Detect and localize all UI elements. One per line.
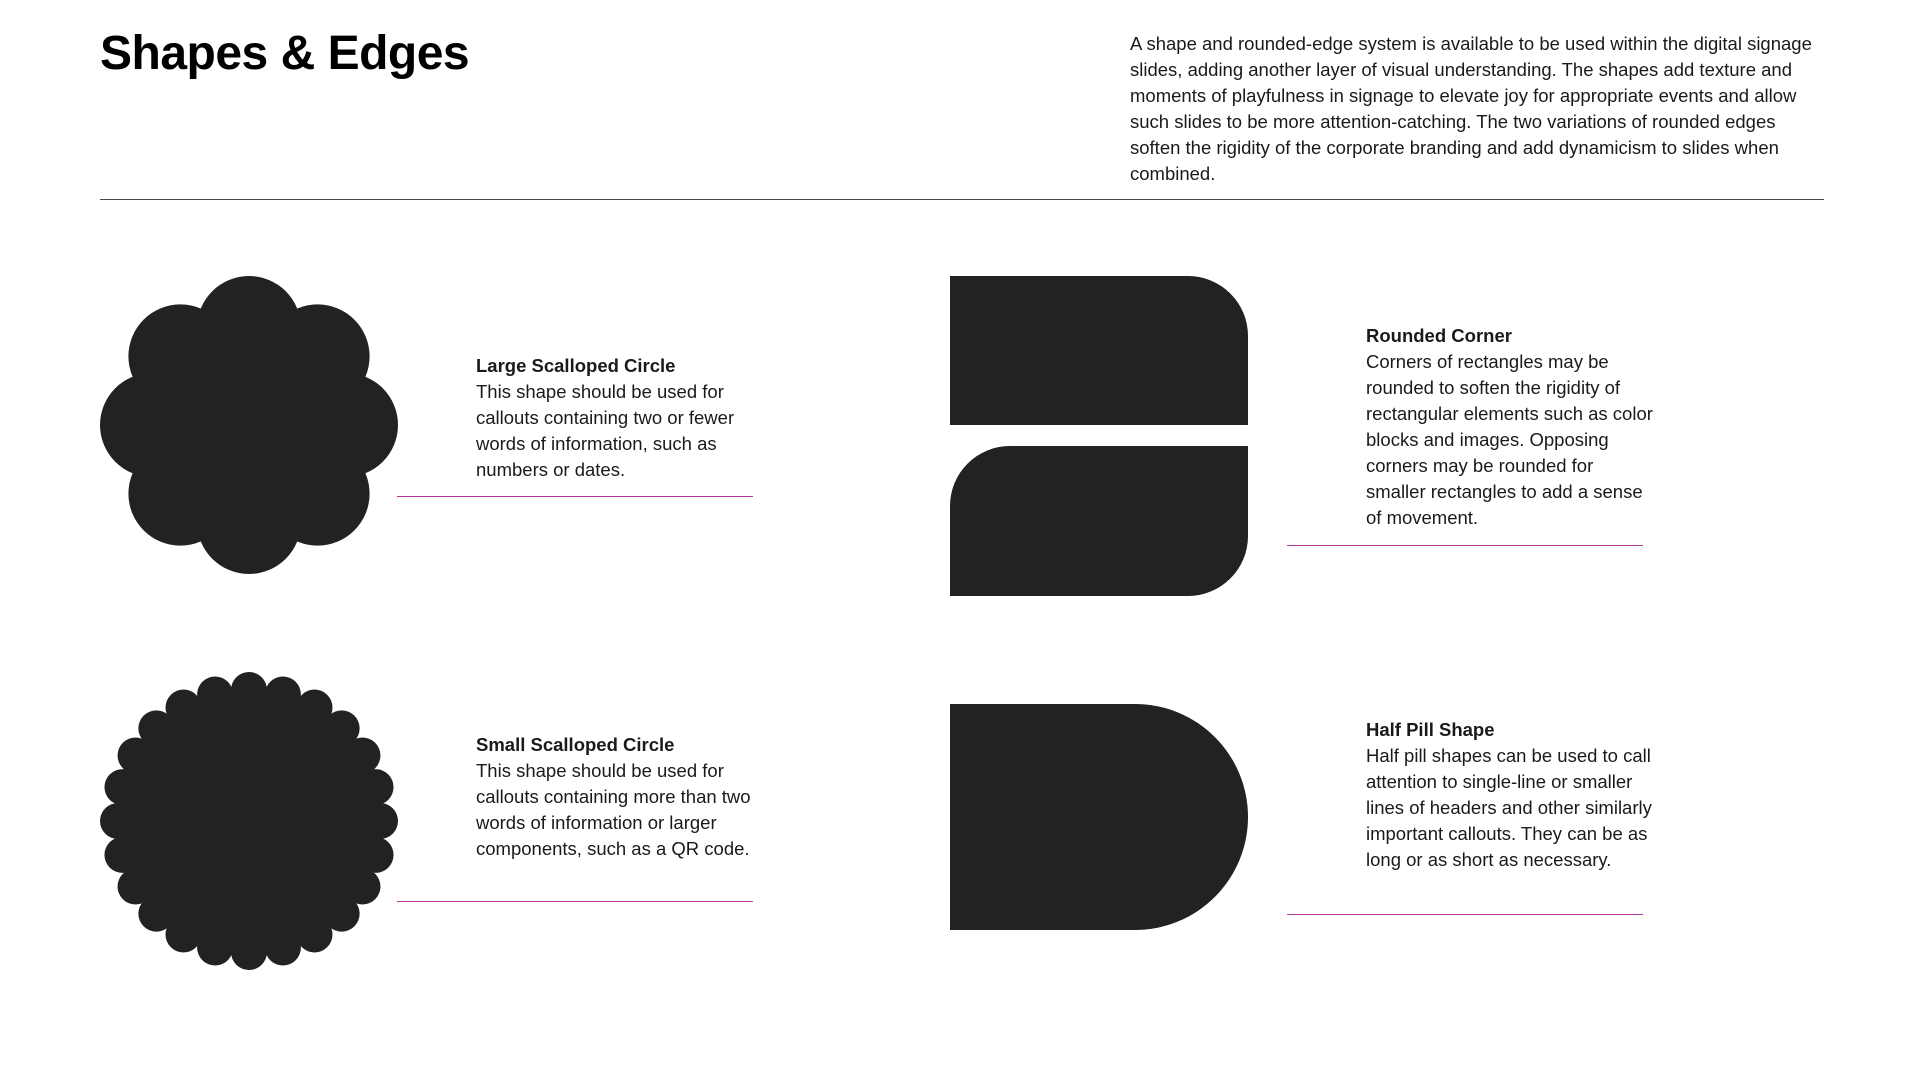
large-scallop-lobe xyxy=(128,304,232,408)
small-scallop-lobe xyxy=(362,803,398,839)
large-scalloped-circle-description: This shape should be used for callouts containing two or fewer words of information, such as numbers or dates. xyxy=(476,381,735,480)
rounded-corner-rule xyxy=(1287,545,1643,546)
small-scallop-lobe xyxy=(265,676,301,712)
top-right-rounded-rectangle xyxy=(950,276,1248,425)
header-divider xyxy=(100,199,1824,200)
small-scallop-lobe xyxy=(358,769,394,805)
small-scallop-lobe xyxy=(265,930,301,966)
small-scallop-lobe xyxy=(231,934,267,970)
half-pill-shape xyxy=(950,704,1248,930)
small-scallop-lobe xyxy=(297,916,333,952)
half-pill-title: Half Pill Shape xyxy=(1366,719,1495,740)
half-pill-info xyxy=(1366,717,1656,873)
small-scallop-lobe xyxy=(231,672,267,708)
small-scallop-lobe xyxy=(197,930,233,966)
large-scalloped-circle-info xyxy=(476,353,766,483)
small-scalloped-circle-title: Small Scalloped Circle xyxy=(476,734,675,755)
half-pill-shape-icon xyxy=(950,704,1248,930)
large-scalloped-circle-icon xyxy=(100,276,398,574)
small-scallop-lobe xyxy=(358,837,394,873)
small-scallop-lobe xyxy=(104,837,140,873)
small-scalloped-circle-info xyxy=(476,732,766,862)
half-pill-description: Half pill shapes can be used to call attention to single-line or smaller lines of headers and other similarly important callouts. They can be as long or as short as necessary. xyxy=(1366,745,1652,870)
small-scallop-lobe xyxy=(118,869,154,905)
small-scallop-lobe xyxy=(197,676,233,712)
small-scallop-lobe xyxy=(100,803,136,839)
opposing-corner-rounded-rectangle xyxy=(950,446,1248,596)
rounded-corner-description: Corners of rectangles may be rounded to soften the rigidity of rectangular elements such as color blocks and images. Opposing corners may be rounded for smaller rectangles to add a sense of movement. xyxy=(1366,351,1653,528)
intro-paragraph: A shape and rounded-edge system is available to be used within the digital signage slides, adding another layer of visual understanding. The shapes add texture and moments of playfulness in signage to elevate joy for appropriate events and allow such slides to be more attention-catching. The two variations of rounded edges soften the rigidity of the corporate branding and add dynamicism to slides when combined. xyxy=(1130,33,1812,184)
page-title: Shapes & Edges xyxy=(100,27,470,80)
large-scalloped-circle-title: Large Scalloped Circle xyxy=(476,355,676,376)
large-scalloped-circle-rule xyxy=(397,496,753,497)
small-scalloped-circle-icon xyxy=(100,672,398,970)
half-pill-rule xyxy=(1287,914,1643,915)
rounded-corner-info xyxy=(1366,323,1656,531)
small-scallop-lobe xyxy=(166,690,202,726)
small-scalloped-circle-rule xyxy=(397,901,753,902)
rounded-corner-rectangles-icon xyxy=(950,276,1248,596)
small-scallop-lobe xyxy=(104,769,140,805)
small-scalloped-circle-description: This shape should be used for callouts containing more than two words of information or larger components, such as a QR code. xyxy=(476,760,751,859)
rounded-corner-title: Rounded Corner xyxy=(1366,325,1512,346)
small-scallop-lobe xyxy=(344,738,380,774)
